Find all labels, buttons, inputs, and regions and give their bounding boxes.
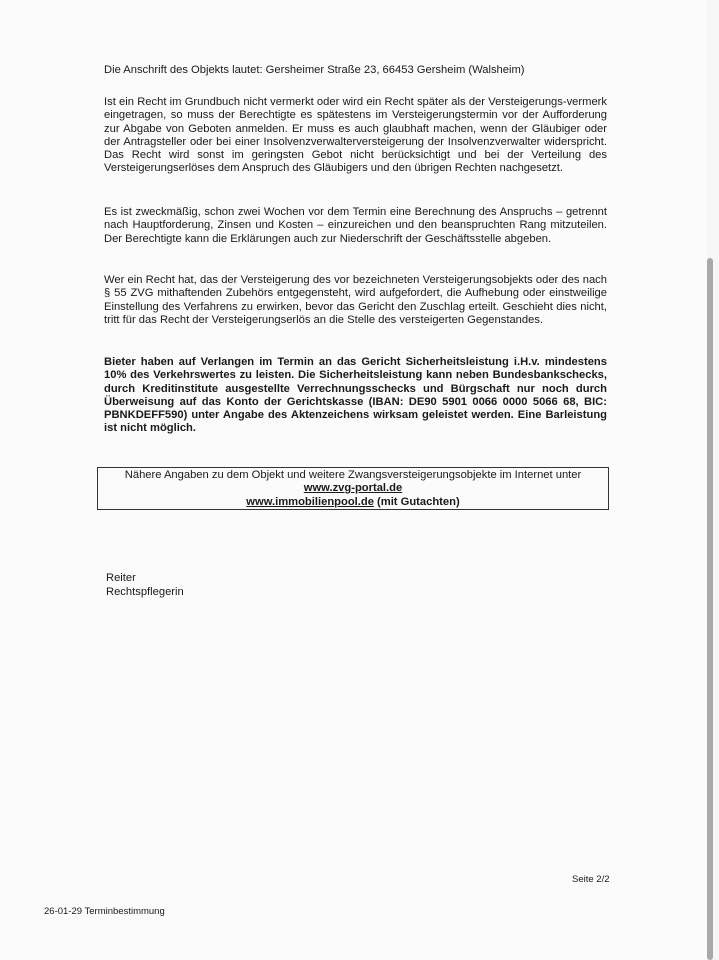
signature-name: Reiter <box>106 572 136 584</box>
signature-block <box>106 571 184 599</box>
paragraph-security-deposit: Bieter haben auf Verlangen im Termin an das Gericht Sicherheitsleistung i.H.v. mindestens 10% des Verkehrswertes zu leisten. Die Sicherheitsleistung kann neben Bundesbankschecks, durch Kreditinstitute ausgestellte Verrechnungsschecks und Bürgschaft nur noch durch Überweisung auf das Konto der Gerichtskasse (IBAN: DE90 5901 0066 0000 5066 68, BIC: PBNKDEFF590) unter Angabe des Aktenzeichens wirksam geleistet werden. Eine Barleistung ist nicht möglich. <box>104 356 607 435</box>
object-address: Die Anschrift des Objekts lautet: Gersheimer Straße 23, 66453 Gersheim (Walsheim) <box>104 64 525 76</box>
vertical-scrollbar[interactable] <box>707 258 713 960</box>
paragraph-rights-registration: Ist ein Recht im Grundbuch nicht vermerkt oder wird ein Recht später als der Versteigerungs-vermerk eingetragen, so muss der Berechtigte es spätestens im Versteigerungstermin vor der Aufforderung zur Abgabe von Geboten anmelden. Er muss es auch glaubhaft machen, wenn der Gläubiger oder der Antragsteller oder bei einer Insolvenzverwalterversteigerung der Insolvenzverwalter widerspricht. Das Recht wird sonst im geringsten Gebot nicht berücksichtigt und bei der Verteilung des Versteigerungserlöses dem Anspruch des Gläubigers und den übrigen Rechten nachgesetzt. <box>104 96 607 175</box>
page-number: Seite 2/2 <box>572 874 610 885</box>
zvg-portal-link[interactable]: www.zvg-portal.de <box>303 482 403 495</box>
box-intro: Nähere Angaben zu dem Objekt und weitere Zwangsversteigerungsobjekte im Internet unter <box>124 469 582 481</box>
paragraph-claim-calculation: Es ist zweckmäßig, schon zwei Wochen vor dem Termin eine Berechnung des Anspruchs – getrennt nach Hauptforderung, Zinsen und Kosten – einzureichen und den beanspruchten Rang mitzuteilen. Der Berechtigte kann die Erklärungen auch zur Niederschrift der Geschäftsstelle abgeben. <box>104 206 607 245</box>
document-footer: 26-01-29 Terminbestimmung <box>44 906 165 917</box>
internet-info-box <box>97 467 609 510</box>
paragraph-opposing-rights: Wer ein Recht hat, das der Versteigerung des vor bezeichneten Versteigerungsobjekts oder des nach § 55 ZVG mithaftenden Zubehörs entgegensteht, wird aufgefordert, die Aufhebung oder einstweilige Einstellung des Verfahrens zu erwirken, bevor das Gericht den Zuschlag erteilt. Geschieht dies nicht, tritt für das Recht der Versteigerungserlös an die Stelle des versteigerten Gegenstandes. <box>104 274 607 326</box>
link-suffix: (mit Gutachten) <box>373 495 460 508</box>
immobilienpool-link[interactable]: www.immobilienpool.de <box>246 495 374 508</box>
signature-title: Rechtspflegerin <box>106 586 184 598</box>
